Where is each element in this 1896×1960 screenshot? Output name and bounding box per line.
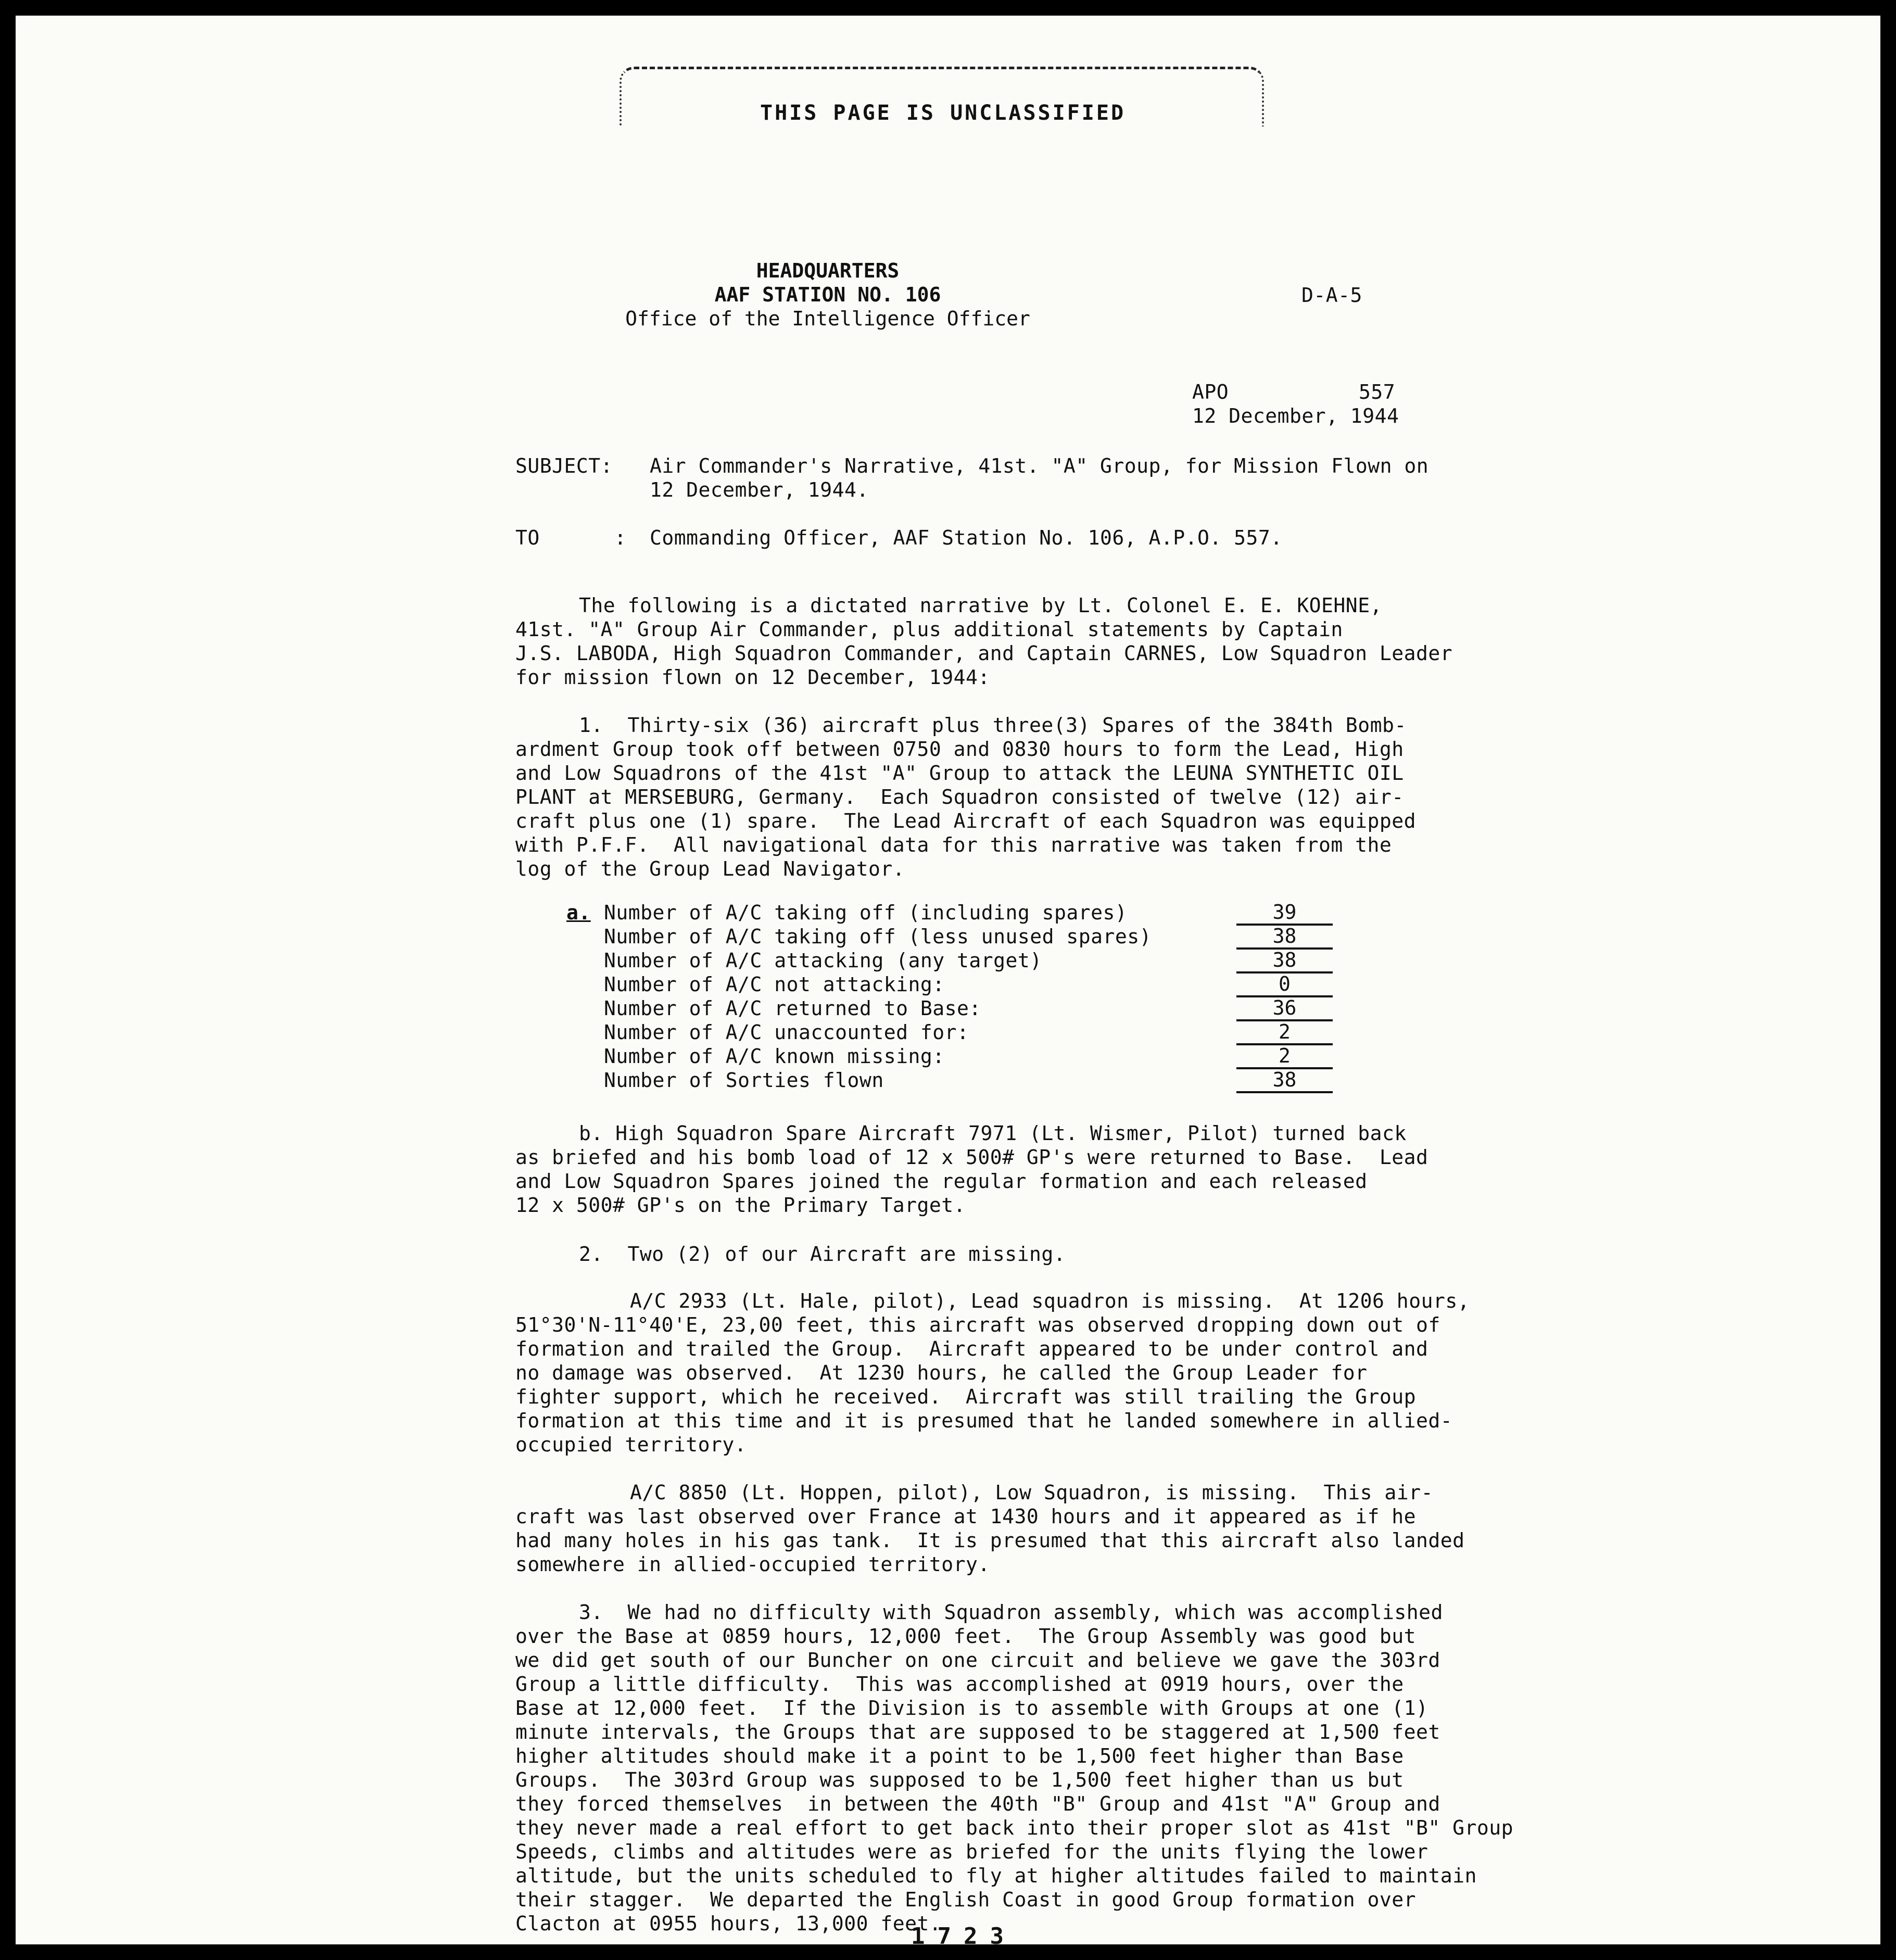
stats-value: 2 [1236, 1020, 1333, 1045]
stats-label: Number of Sorties flown [604, 1069, 884, 1092]
doc-code: D-A-5 [1301, 284, 1362, 307]
text-line: b. High Squadron Spare Aircraft 7971 (Lt. Wismer, Pilot) turned back [579, 1122, 1407, 1145]
stats-value: 38 [1236, 925, 1333, 950]
text-line: Groups. The 303rd Group was supposed to be 1,500 feet higher than us but [515, 1768, 1404, 1791]
classification-banner: THIS PAGE IS UNCLASSIFIED [760, 101, 1126, 125]
subject-label: SUBJECT: [515, 454, 613, 477]
text-line: Group a little difficulty. This was accomplished at 0919 hours, over the [515, 1673, 1404, 1696]
text-line: as briefed and his bomb load of 12 x 500# GP's were returned to Base. Lead [515, 1146, 1429, 1169]
header-line-2: AAF STATION NO. 106 [714, 283, 941, 306]
text-line: somewhere in allied-occupied territory. [515, 1553, 990, 1576]
header-line-3: Office of the Intelligence Officer [625, 307, 1030, 330]
text-line: A/C 8850 (Lt. Hoppen, pilot), Low Squadron, is missing. This air- [630, 1481, 1433, 1504]
text-line: occupied territory. [515, 1433, 747, 1456]
stats-value: 38 [1236, 949, 1333, 973]
stats-label: Number of A/C known missing: [604, 1045, 945, 1068]
text-line: Base at 12,000 feet. If the Division is to assemble with Groups at one (1) [515, 1697, 1429, 1719]
text-line: 1. Thirty-six (36) aircraft plus three(3) Spares of the 384th Bomb- [579, 714, 1407, 737]
text-line: PLANT at MERSEBURG, Germany. Each Squadron consisted of twelve (12) air- [515, 786, 1404, 808]
apo-number: 557 [1359, 381, 1396, 403]
text-line: had many holes in his gas tank. It is presumed that this aircraft also landed [515, 1529, 1465, 1552]
stats-label: Number of A/C attacking (any target) [604, 949, 1042, 972]
document-page [16, 16, 1880, 1944]
stats-label: Number of A/C not attacking: [604, 973, 945, 996]
text-line: they forced themselves in between the 40th "B" Group and 41st "A" Group and [515, 1792, 1440, 1815]
text-line: ardment Group took off between 0750 and 0830 hours to form the Lead, High [515, 738, 1404, 761]
text-line: formation and trailed the Group. Aircraft appeared to be under control and [515, 1337, 1429, 1360]
text-line: for mission flown on 12 December, 1944: [515, 666, 990, 689]
stats-label: Number of A/C returned to Base: [604, 997, 981, 1020]
header-line-1: HEADQUARTERS [756, 259, 900, 282]
text-line: formation at this time and it is presumed that he landed somewhere in allied- [515, 1409, 1453, 1432]
subject-line-2: 12 December, 1944. [650, 478, 869, 501]
stats-label: Number of A/C taking off (including spares) [604, 901, 1128, 924]
stats-marker: a. [566, 901, 591, 924]
text-line: The following is a dictated narrative by Lt. Colonel E. E. KOEHNE, [579, 594, 1382, 617]
stats-value: 0 [1236, 972, 1333, 997]
stats-value: 39 [1236, 901, 1333, 926]
text-line: and Low Squadron Spares joined the regular formation and each released [515, 1170, 1368, 1193]
text-line: A/C 2933 (Lt. Hale, pilot), Lead squadron is missing. At 1206 hours, [630, 1289, 1470, 1312]
text-line: log of the Group Lead Navigator. [515, 857, 905, 880]
text-line: over the Base at 0859 hours, 12,000 feet. The Group Assembly was good but [515, 1625, 1416, 1648]
text-line: altitude, but the units scheduled to fly at higher altitudes failed to maintain [515, 1864, 1477, 1887]
text-line: craft plus one (1) spare. The Lead Aircraft of each Squadron was equipped [515, 810, 1416, 832]
text-line: J.S. LABODA, High Squadron Commander, and Captain CARNES, Low Squadron Leader [515, 642, 1453, 665]
text-line: we did get south of our Buncher on one circuit and believe we gave the 303rd [515, 1649, 1440, 1672]
to-label: TO [515, 526, 540, 549]
stats-value: 2 [1236, 1044, 1333, 1069]
apo-date: 12 December, 1944 [1192, 404, 1399, 427]
text-line: with P.F.F. All navigational data for this narrative was taken from the [515, 833, 1392, 856]
text-line: 51°30'N-11°40'E, 23,00 feet, this aircraft was observed dropping down out of [515, 1313, 1440, 1336]
text-line: Clacton at 0955 hours, 13,000 feet. [515, 1912, 942, 1935]
stats-label: Number of A/C taking off (less unused spares) [604, 925, 1152, 948]
text-line: 41st. "A" Group Air Commander, plus additional statements by Captain [515, 618, 1343, 641]
text-line: Speeds, climbs and altitudes were as briefed for the units flying the lower [515, 1840, 1429, 1863]
text-line: higher altitudes should make it a point to be 1,500 feet higher than Base [515, 1744, 1404, 1767]
text-line: 12 x 500# GP's on the Primary Target. [515, 1194, 966, 1217]
paragraph-2-title: 2. Two (2) of our Aircraft are missing. [579, 1243, 1066, 1266]
stats-value: 38 [1236, 1068, 1333, 1093]
text-line: and Low Squadrons of the 41st "A" Group to attack the LEUNA SYNTHETIC OIL [515, 762, 1404, 785]
to-separator: : [614, 526, 627, 549]
stats-label: Number of A/C unaccounted for: [604, 1021, 969, 1044]
to-text: Commanding Officer, AAF Station No. 106, A.P.O. 557. [650, 526, 1283, 549]
subject-line-1: Air Commander's Narrative, 41st. "A" Group, for Mission Flown on [650, 454, 1429, 477]
text-line: minute intervals, the Groups that are supposed to be staggered at 1,500 feet [515, 1721, 1440, 1743]
text-line: no damage was observed. At 1230 hours, he called the Group Leader for [515, 1361, 1368, 1384]
apo-label: APO [1192, 381, 1229, 403]
stats-value: 36 [1236, 996, 1333, 1021]
text-line: they never made a real effort to get back into their proper slot as 41st "B" Group [515, 1816, 1513, 1839]
text-line: fighter support, which he received. Aircraft was still trailing the Group [515, 1385, 1416, 1408]
page-stamp-number: 1723 [911, 1923, 1016, 1944]
text-line: their stagger. We departed the English Coast in good Group formation over [515, 1888, 1416, 1911]
text-line: 3. We had no difficulty with Squadron assembly, which was accomplished [579, 1601, 1443, 1624]
text-line: craft was last observed over France at 1430 hours and it appeared as if he [515, 1505, 1416, 1528]
